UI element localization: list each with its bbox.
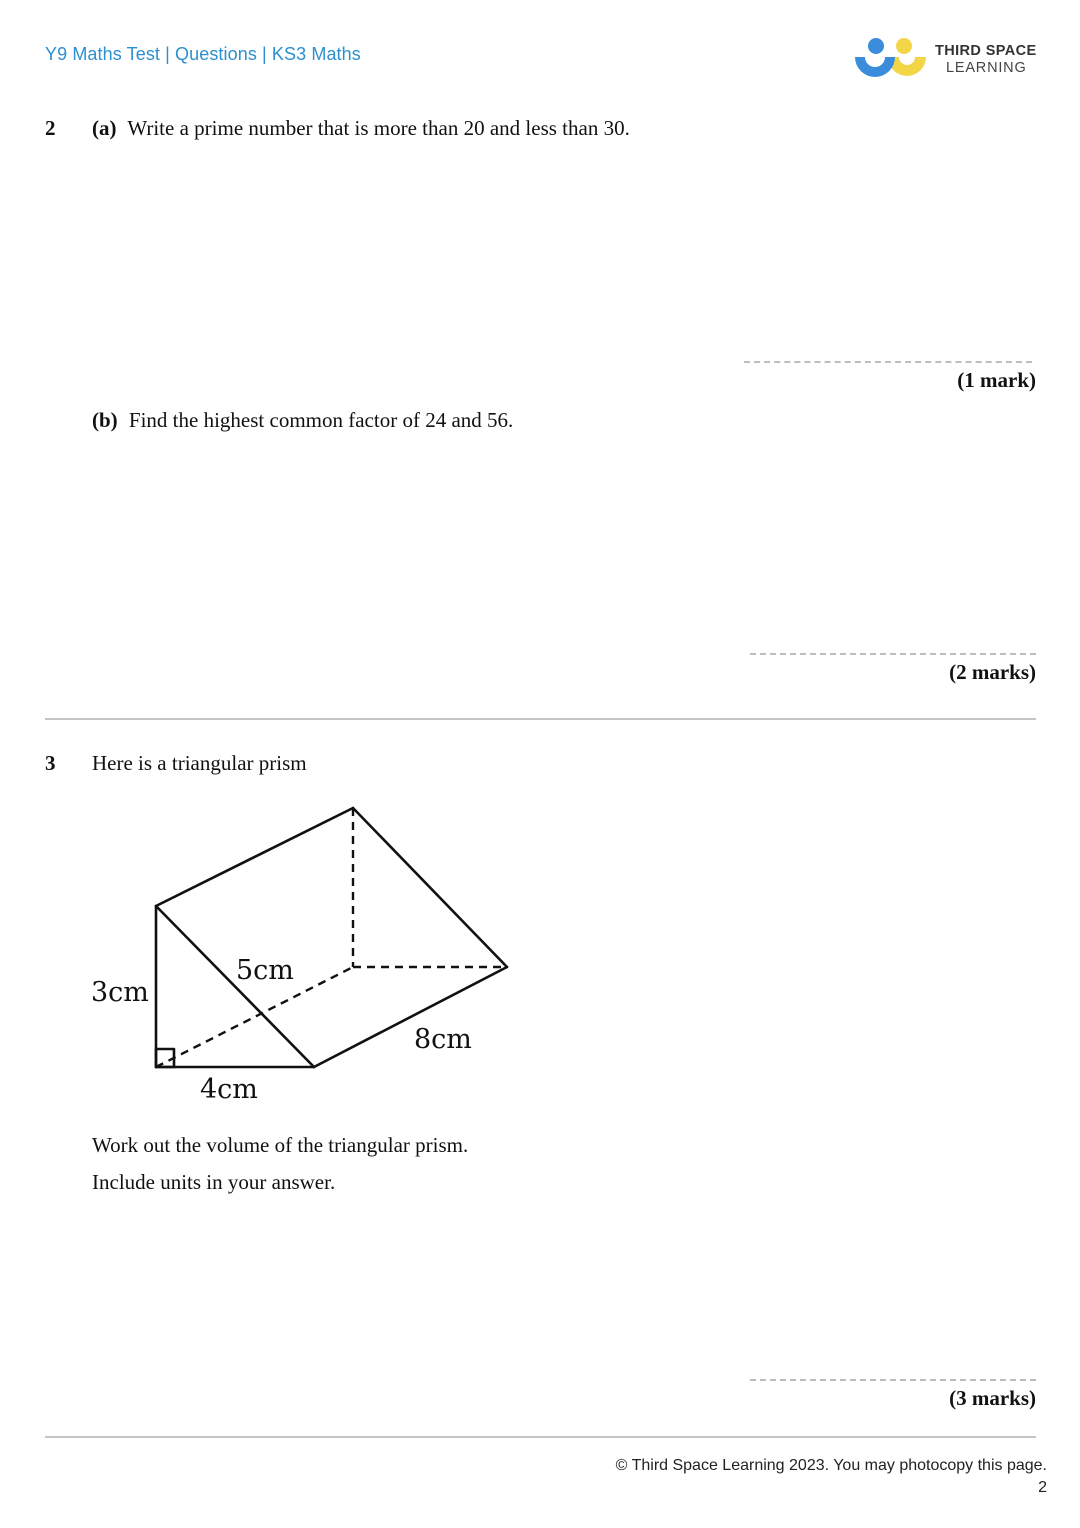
prism-edge-slope-back — [353, 808, 507, 967]
footer-divider — [45, 1436, 1036, 1438]
question-3-instruction-2: Include units in your answer. — [92, 1170, 336, 1194]
question-3-instruction-1: Work out the volume of the triangular prism. — [92, 1133, 469, 1157]
part-a-label: (a) — [92, 116, 117, 140]
header-title: Y9 Maths Test | Questions | KS3 Maths — [45, 44, 361, 64]
prism-edge-top — [156, 808, 353, 906]
question-3-intro: Here is a triangular prism — [92, 751, 307, 775]
marks-3: (3 marks) — [949, 1386, 1036, 1410]
logo-text — [935, 43, 1037, 77]
logo-yellow-dot — [896, 38, 912, 54]
logo-blue-arc — [855, 57, 895, 77]
question-2b-text: Find the highest common factor of 24 and 56. — [128, 408, 514, 432]
answer-line-2b[interactable] — [750, 653, 1036, 655]
question-2a — [92, 116, 630, 141]
label-hypotenuse: 5cm — [236, 955, 294, 986]
footer — [616, 1455, 1047, 1499]
label-height: 3cm — [91, 977, 149, 1008]
question-2b — [92, 408, 513, 433]
prism-edge-hypotenuse-front — [156, 906, 314, 1067]
question-2-number: 2 — [45, 116, 56, 140]
question-2a-text: Write a prime number that is more than 20 and less than 30. — [127, 116, 630, 140]
label-length: 8cm — [414, 1024, 472, 1055]
answer-line-3[interactable] — [750, 1379, 1036, 1381]
logo-line2: LEARNING — [946, 60, 1027, 76]
logo-line1: THIRD SPACE — [935, 43, 1037, 59]
answer-line-2a[interactable] — [744, 361, 1032, 363]
triangular-prism-diagram — [80, 795, 540, 1115]
marks-2a: (1 mark) — [957, 368, 1036, 392]
divider — [45, 718, 1036, 720]
part-b-label: (b) — [92, 408, 118, 432]
label-base: 4cm — [200, 1074, 258, 1105]
question-3-number: 3 — [45, 751, 56, 775]
prism-edge-length — [314, 967, 507, 1067]
footer-copyright: © Third Space Learning 2023. You may photocopy this page. — [615, 1457, 1047, 1474]
page-number: 2 — [1038, 1479, 1047, 1496]
logo-blue-dot — [868, 38, 884, 54]
marks-2b: (2 marks) — [949, 660, 1036, 684]
